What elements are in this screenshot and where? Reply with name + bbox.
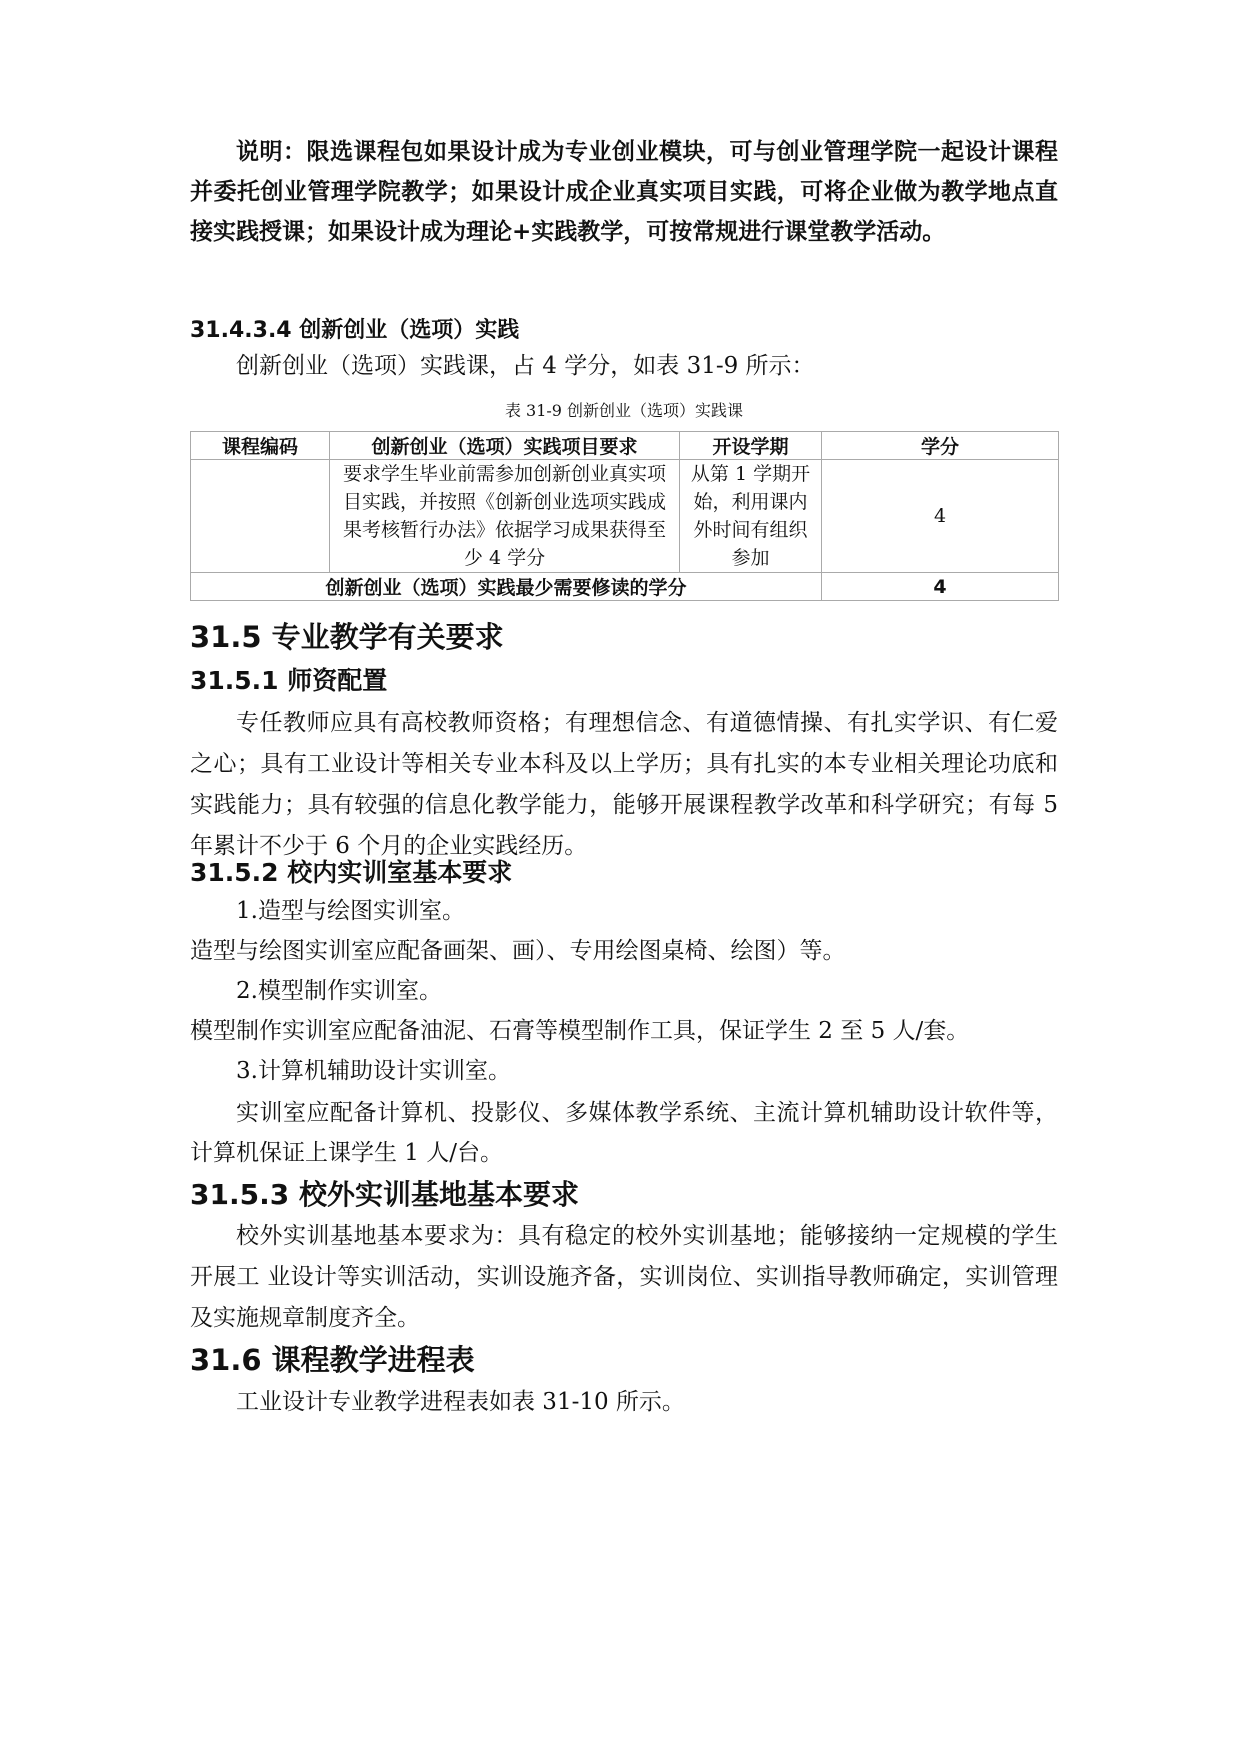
header-course-code: 课程编码 xyxy=(191,432,330,460)
section-315 xyxy=(190,617,1058,657)
cell-term: 从第 1 学期开始，利用课内外时间有组织参加 xyxy=(680,460,822,573)
summary-credits: 4 xyxy=(822,573,1059,601)
lab-item-2-text: 模型制作实训室应配备油泥、石膏等模型制作工具，保证学生 2 至 5 人/套。 xyxy=(190,1018,970,1044)
cell-course-code xyxy=(191,460,330,573)
header-requirement: 创新创业（选项）实践项目要求 xyxy=(330,432,680,460)
table-summary-row xyxy=(191,573,1059,601)
section-text-3153: 校外实训基地基本要求为：具有稳定的校外实训基地；能够接纳一定规模的学生开展工 业设计等实训活动，实训设施齐备，实训岗位、实训指导教师确定，实训管理及实施规章制度齐全。 xyxy=(190,1223,1058,1331)
section-heading-315: 31.5 专业教学有关要求 xyxy=(190,620,504,654)
section-heading-316: 31.6 课程教学进程表 xyxy=(190,1343,475,1377)
section-3152 xyxy=(190,855,1058,1173)
summary-label: 创新创业（选项）实践最少需要修读的学分 xyxy=(191,573,822,601)
table-31-9-block xyxy=(190,399,1058,601)
table-header-row xyxy=(191,432,1059,460)
section-3151 xyxy=(190,663,1058,867)
lab-item-1-text: 造型与绘图实训室应配备画架、画）、专用绘图桌椅、绘图）等。 xyxy=(190,938,846,964)
section-text-3151: 专任教师应具有高校教师资格；有理想信念、有道德情操、有扎实学识、有仁爱之心；具有工业设计等相关专业本科及以上学历；具有扎实的本专业相关理论功底和实践能力；具有较强的信息化教学能力，能够开展课程教学改革和科学研究；有每 5 年累计不少于 6 个月的企业实践经历。 xyxy=(190,710,1058,859)
section-heading-3153: 31.5.3 校外实训基地基本要求 xyxy=(190,1178,579,1211)
table-row xyxy=(191,460,1059,573)
header-credits: 学分 xyxy=(822,432,1059,460)
cell-credits: 4 xyxy=(822,460,1059,573)
lab-item-1-title: 1.造型与绘图实训室。 xyxy=(236,898,465,924)
section-heading-3152: 31.5.2 校内实训室基本要求 xyxy=(190,858,513,887)
header-term: 开设学期 xyxy=(680,432,822,460)
note-paragraph xyxy=(190,132,1058,252)
section-intro-31434: 创新创业（选项）实践课，占 4 学分，如表 31-9 所示： xyxy=(236,353,815,379)
lab-item-3-title: 3.计算机辅助设计实训室。 xyxy=(236,1058,511,1084)
lab-item-2-title: 2.模型制作实训室。 xyxy=(236,978,442,1004)
table-caption: 表 31-9 创新创业（选项）实践课 xyxy=(504,401,744,420)
section-text-316: 工业设计专业教学进程表如表 31-10 所示。 xyxy=(236,1389,685,1415)
section-heading-3151: 31.5.1 师资配置 xyxy=(190,666,388,695)
section-3153 xyxy=(190,1176,1058,1339)
section-heading-31434: 31.4.3.4 创新创业（选项）实践 xyxy=(190,318,520,343)
practice-course-table xyxy=(190,431,1059,601)
lab-item-3-text: 实训室应配备计算机、投影仪、多媒体教学系统、主流计算机辅助设计软件等，计算机保证上课学生 1 人/台。 xyxy=(190,1100,1058,1166)
section-31434 xyxy=(190,314,1058,384)
section-316 xyxy=(190,1340,1058,1423)
note-text: 说明：限选课程包如果设计成为专业创业模块，可与创业管理学院一起设计课程并委托创业管理学院教学；如果设计成企业真实项目实践，可将企业做为教学地点直接实践授课；如果设计成为理论+实践教学，可按常规进行课堂教学活动。 xyxy=(190,139,1058,245)
cell-requirement: 要求学生毕业前需参加创新创业真实项目实践，并按照《创新创业选项实践成果考核暂行办法》依据学习成果获得至少 4 学分 xyxy=(330,460,680,573)
